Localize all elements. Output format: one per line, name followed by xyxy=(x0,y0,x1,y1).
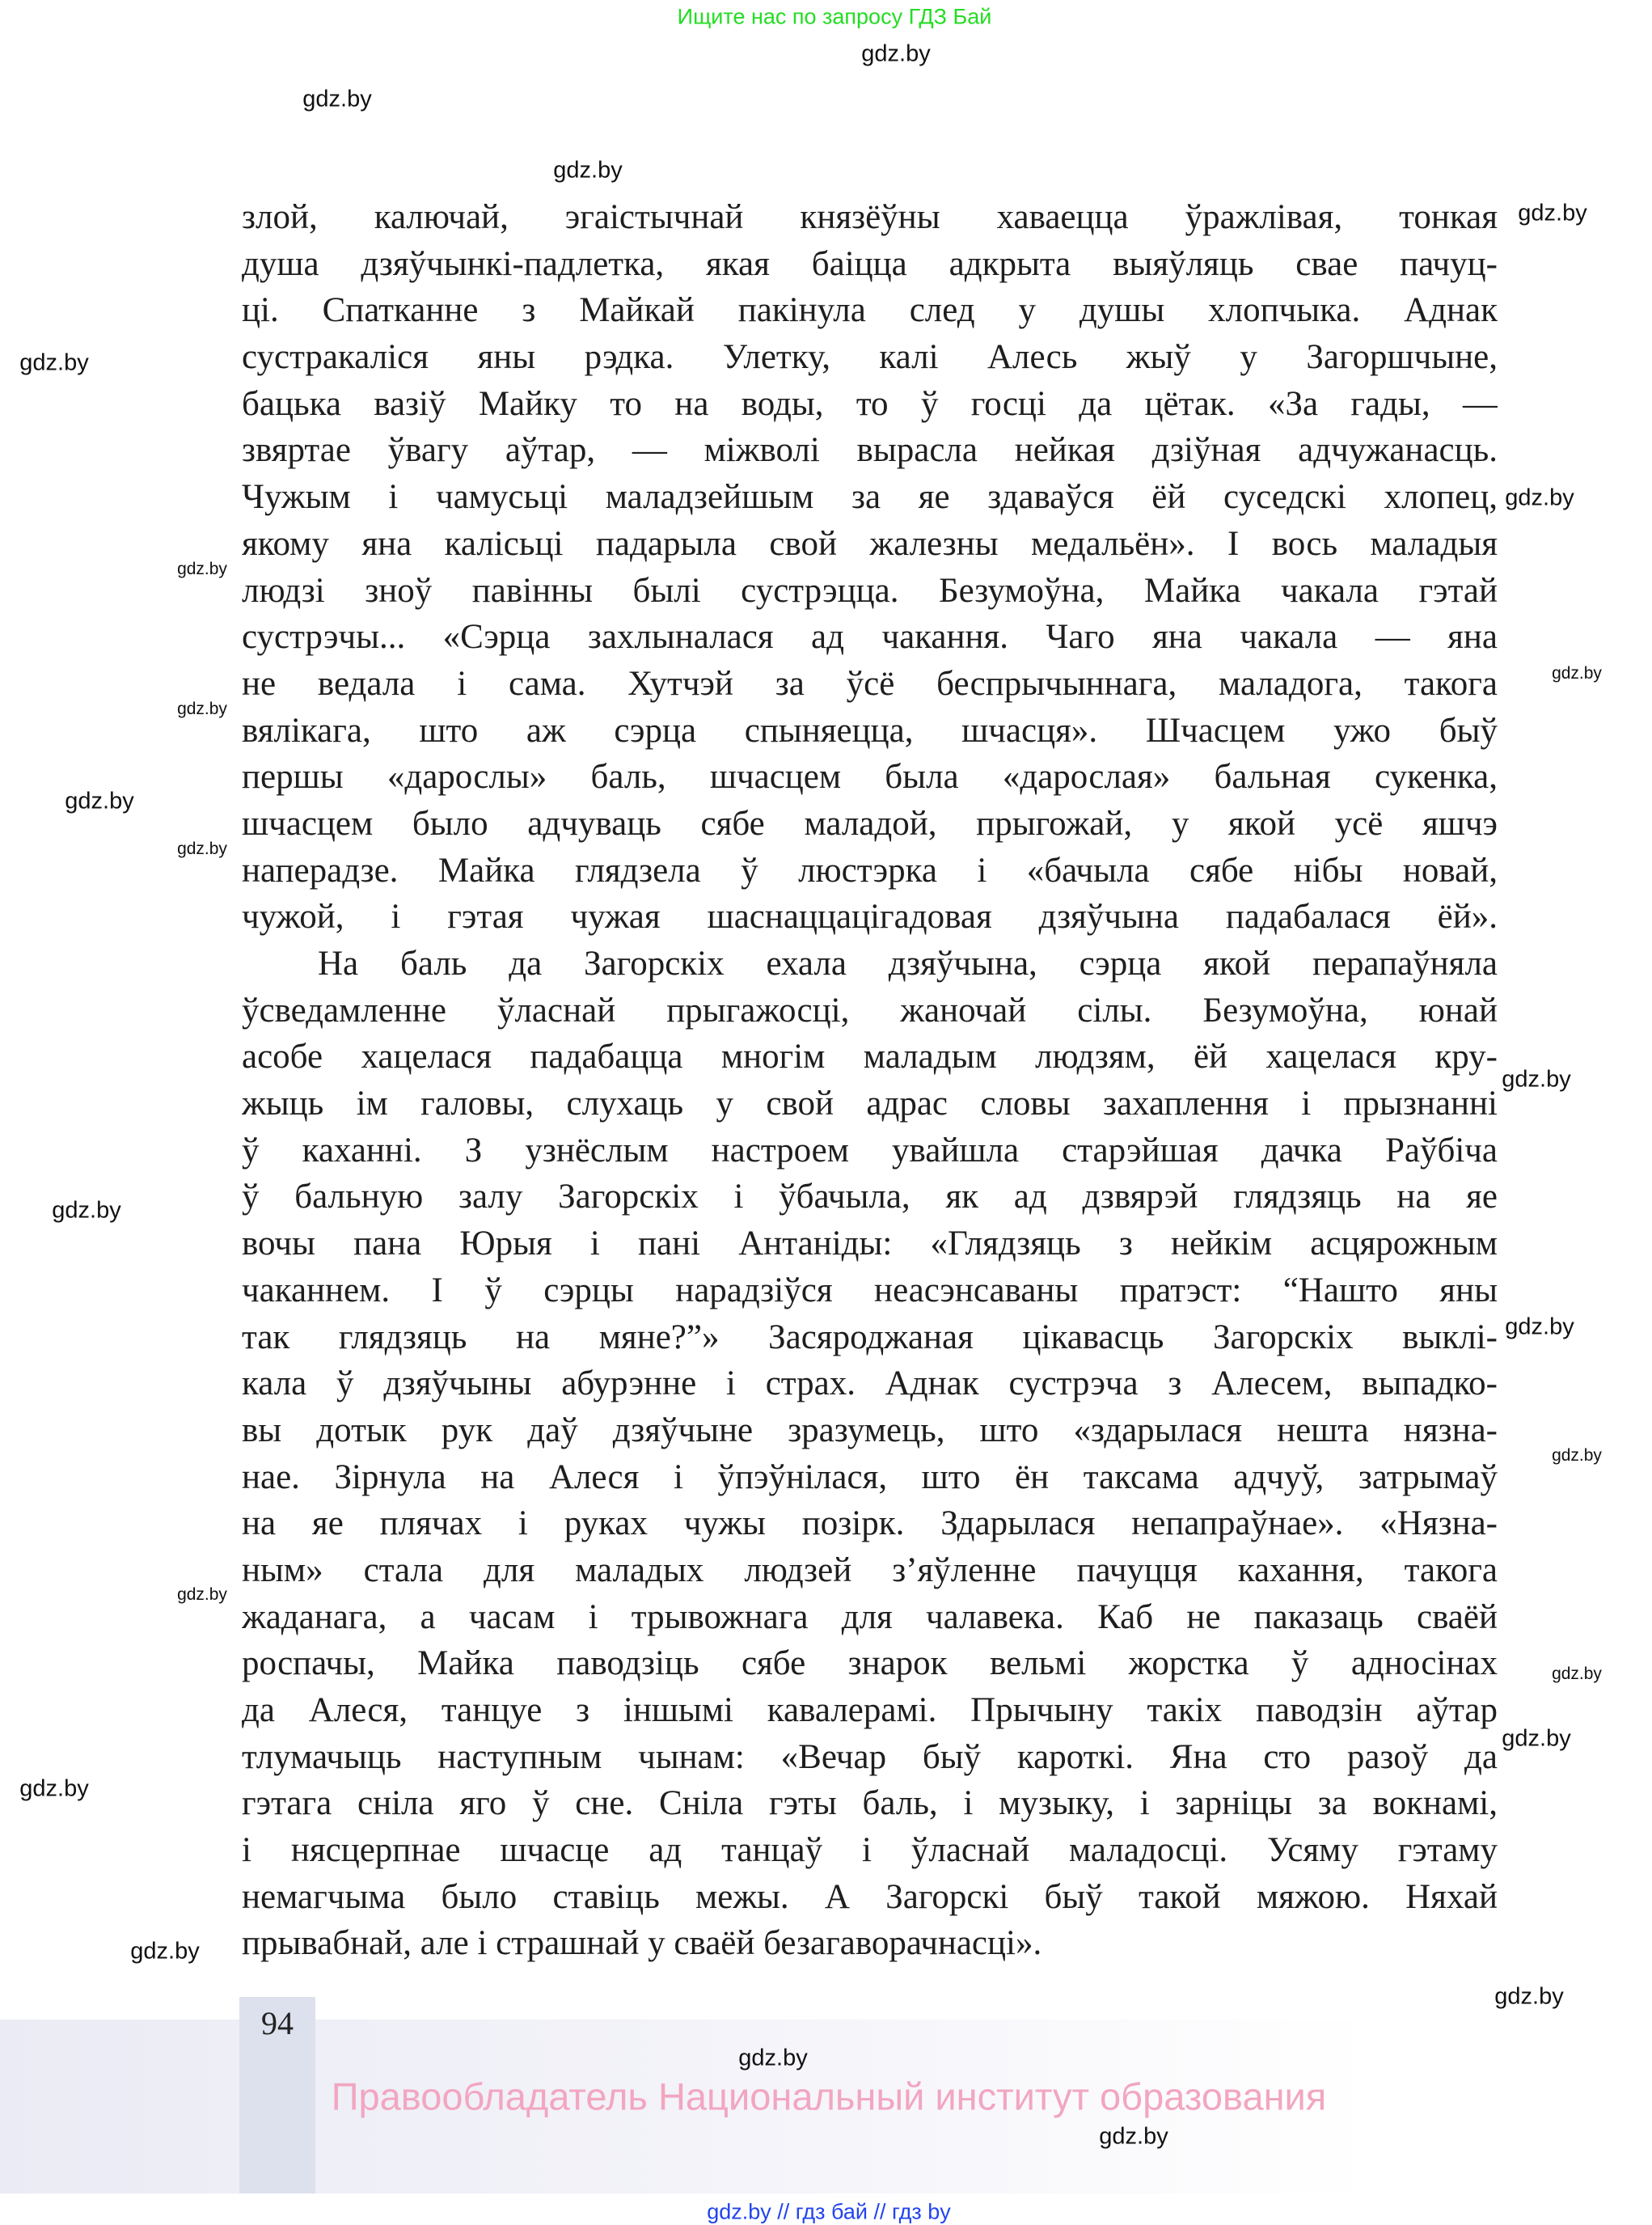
text-line: ў каханні. З узнёслым настроем увайшла старэйшая дачка Раўбіча xyxy=(242,1131,1498,1170)
text-line: жыць ім галовы, слухаць у свой адрас словы захаплення і прызнанні xyxy=(242,1085,1498,1123)
text-line: звяртае ўвагу аўтар, — міжволі вырасла нейкая дзіўная адчужанасць. xyxy=(242,431,1498,470)
text-line: Чужым і чамусьці маладзейшым за яе здаваўся ёй суседскі хлопец, xyxy=(242,478,1498,517)
text-line: роспачы, Майка паводзіць сябе знарок вельмі жорстка ў адносінах xyxy=(242,1644,1498,1683)
watermark: gdz.by xyxy=(177,560,227,578)
watermark: gdz.by xyxy=(738,2045,808,2071)
watermark: gdz.by xyxy=(1552,1665,1602,1683)
watermark: gdz.by xyxy=(1099,2123,1168,2150)
text-line: прывабнай, але і страшнай у сваёй безагаворачнасці». xyxy=(242,1924,1042,1963)
text-line: першы «дарослы» баль, шчасцем была «дарослая» бальная сукенка, xyxy=(242,758,1498,797)
watermark: gdz.by xyxy=(553,157,623,184)
watermark: gdz.by xyxy=(65,788,134,814)
text-line: сустракаліся яны рэдка. Улетку, калі Алесь жыў у Загоршчыне, xyxy=(242,338,1498,377)
watermark: gdz.by xyxy=(177,840,227,858)
text-line: ў бальную залу Загорскіх і ўбачыла, як ад дзвярэй глядзяць на яе xyxy=(242,1178,1498,1216)
text-line: шчасцем было адчуваць сябе маладой, прыгожай, у якой усё яшчэ xyxy=(242,804,1498,843)
body-text xyxy=(242,194,1498,1967)
watermark: gdz.by xyxy=(19,349,89,376)
text-line: ўсведамленне ўласнай прыгажосці, жаночай сілы. Безумоўна, юнай xyxy=(242,991,1498,1030)
watermark: gdz.by xyxy=(177,1585,227,1604)
watermark: gdz.by xyxy=(52,1197,121,1224)
watermark: gdz.by xyxy=(1505,1313,1574,1340)
text-line: так глядзяць на мяне?”» Засяроджаная цікавасць Загорскіх выклі- xyxy=(242,1318,1498,1356)
watermark: gdz.by xyxy=(177,700,227,718)
watermark: gdz.by xyxy=(19,1775,89,1802)
text-line: тлумачыць наступным чынам: «Вечар быў кароткі. Яна сто разоў да xyxy=(242,1737,1498,1776)
text-line: якому яна калісьці падарыла свой жалезны медальён». І вось маладыя xyxy=(242,524,1498,563)
text-line: чужой, і гэтая чужая шаснаццацігадовая дзяўчына падабалася ёй». xyxy=(242,898,1498,937)
text-line: вялікага, што аж сэрца спыняецца, шчасця». Шчасцем ужо быў xyxy=(242,711,1498,750)
text-line: сустрэчы... «Сэрца захлыналася ад чакання. Чаго яна чакала — яна xyxy=(242,618,1498,657)
text-line: асобе хацелася падабацца многім маладым людзям, ёй хацелася кру- xyxy=(242,1038,1498,1077)
text-line: гэтага сніла яго ў сне. Сніла гэты баль, і музыку, і зарніцы за вокнамі, xyxy=(242,1784,1498,1823)
watermark: gdz.by xyxy=(1502,1725,1571,1752)
text-line: не ведала і сама. Хутчэй за ўсё беспрычыннага, маладога, такога xyxy=(242,664,1498,703)
footer-links[interactable]: gdz.by // гдз бай // гдз by xyxy=(707,2199,951,2224)
text-line: злой, калючай, эгаістычнай князёўны хаваецца ўражлівая, тонкая xyxy=(242,198,1498,236)
watermark: gdz.by xyxy=(302,86,372,112)
text-line: да Алеся, танцуе з іншымі кавалерамі. Прычыну такіх паводзін аўтар xyxy=(242,1691,1498,1729)
text-line: душа дзяўчынкі-падлетка, якая баіцца адкрыта выяўляць свае пачуц- xyxy=(242,244,1498,283)
text-line: і нясцерпнае шчасце ад танцаў і ўласнай маладосці. Усяму гэтаму xyxy=(242,1831,1498,1870)
watermark: gdz.by xyxy=(1505,484,1574,511)
text-line: жаданага, а часам і трывожнага для чалавека. Каб не паказаць сваёй xyxy=(242,1597,1498,1636)
watermark: gdz.by xyxy=(1552,664,1602,683)
watermark: gdz.by xyxy=(130,1938,200,1965)
watermark: gdz.by xyxy=(861,40,931,67)
text-line: немагчыма было ставіць межы. А Загорскі быў такой мяжою. Няхай xyxy=(242,1877,1498,1916)
text-line: чаканнем. І ў сэрцы нарадзіўся неасэнсаваны пратэст: “Нашто яны xyxy=(242,1271,1498,1309)
text-line: на яе плячах і руках чужы позірк. Здарылася непапраўнае». «Нязна- xyxy=(242,1504,1498,1543)
watermark: gdz.by xyxy=(1518,200,1587,226)
search-banner[interactable]: Ищите нас по запросу ГДЗ Бай xyxy=(677,4,992,29)
watermark: gdz.by xyxy=(1552,1446,1602,1465)
text-line: бацька вазіў Майку то на воды, то ў госці да цётак. «За гады, — xyxy=(242,384,1498,423)
text-line: вочы пана Юрыя і пані Антаніды: «Глядзяць з нейкім асцярожным xyxy=(242,1225,1498,1263)
text-line: вы дотык рук даў дзяўчыне зразумець, што «здарылася нешта нязна- xyxy=(242,1411,1498,1449)
text-line: наперадзе. Майка глядзела ў люстэрка і «бачыла сябе нібы новай, xyxy=(242,851,1498,890)
text-line: На баль да Загорскіх ехала дзяўчына, сэрца якой перапаўняла xyxy=(318,945,1498,983)
page-number: 94 xyxy=(261,2005,294,2041)
text-line: ці. Спатканне з Майкай пакінула след у душы хлопчыка. Аднак xyxy=(242,291,1498,330)
text-line: ным» стала для маладых людзей з’яўленне пачуцця кахання, такога xyxy=(242,1550,1498,1589)
text-line: нае. Зірнула на Алеся і ўпэўнілася, што ён таксама адчуў, затрымаў xyxy=(242,1457,1498,1496)
watermark: gdz.by xyxy=(1502,1066,1571,1093)
text-line: людзі зноў павінны былі сустрэцца. Безумоўна, Майка чакала гэтай xyxy=(242,571,1498,610)
watermark: gdz.by xyxy=(1494,1983,1564,2010)
copyright-watermark: Правообладатель Национальный институт образования xyxy=(331,2075,1327,2118)
text-line: кала ў дзяўчыны абурэнне і страх. Аднак сустрэча з Алесем, выпадко- xyxy=(242,1364,1498,1403)
